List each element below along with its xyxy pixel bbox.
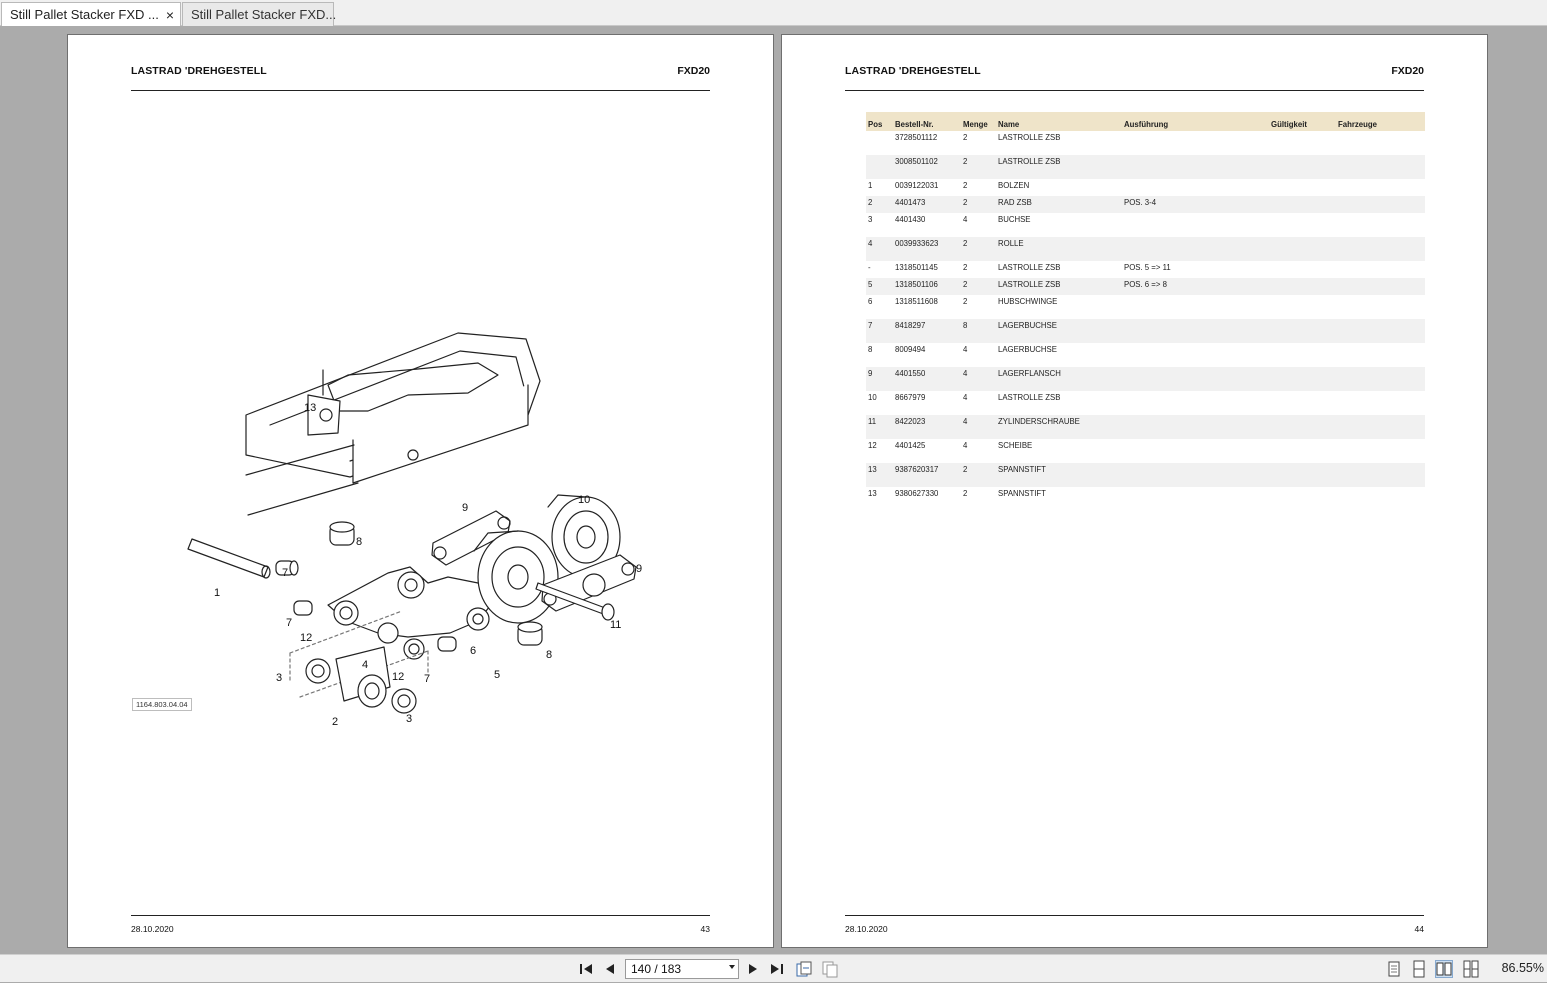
callout-7c: 7 xyxy=(424,673,431,685)
tab-label: Still Pallet Stacker FXD ... xyxy=(10,7,159,22)
cell-nr: 4401550 xyxy=(895,369,926,378)
cell-pos: 12 xyxy=(868,441,877,450)
page-44 xyxy=(781,34,1488,948)
cell-nr: 9380627330 xyxy=(895,489,939,498)
column-header-quantity: Menge xyxy=(963,120,988,129)
cell-qty: 2 xyxy=(963,181,968,190)
page-43 xyxy=(67,34,774,948)
cell-nr: 0039122031 xyxy=(895,181,939,190)
cell-nr: 8422023 xyxy=(895,417,926,426)
table-row xyxy=(866,415,1425,439)
table-row xyxy=(866,295,1425,319)
footer-page-number: 43 xyxy=(700,924,710,934)
callout-6: 6 xyxy=(470,645,477,657)
cell-qty: 2 xyxy=(963,465,968,474)
callout-3: 3 xyxy=(276,672,283,684)
cell-ausf: POS. 3-4 xyxy=(1124,198,1157,207)
cell-qty: 4 xyxy=(963,417,968,426)
table-row xyxy=(866,196,1425,213)
cell-name: LASTROLLE ZSB xyxy=(998,393,1061,402)
cell-qty: 2 xyxy=(963,263,968,272)
two-page-continuous-icon[interactable] xyxy=(1462,960,1480,978)
footer-divider xyxy=(131,915,710,916)
cell-ausf: POS. 5 => 11 xyxy=(1124,263,1171,272)
cell-name: LASTROLLE ZSB xyxy=(998,280,1061,289)
cell-ausf: POS. 6 => 8 xyxy=(1124,280,1167,289)
table-row xyxy=(866,343,1425,367)
next-page-icon[interactable] xyxy=(743,959,763,979)
column-header-version: Ausführung xyxy=(1124,120,1169,129)
cell-name: LASTROLLE ZSB xyxy=(998,263,1061,272)
table-row xyxy=(866,367,1425,391)
exploded-parts-drawing xyxy=(178,315,678,728)
cell-qty: 2 xyxy=(963,280,968,289)
cell-nr: 0039933623 xyxy=(895,239,939,248)
first-page-icon[interactable] xyxy=(576,959,596,979)
footer-date: 28.10.2020 xyxy=(131,924,174,934)
cell-name: RAD ZSB xyxy=(998,198,1032,207)
cell-pos: 9 xyxy=(868,369,873,378)
rotate-icon[interactable] xyxy=(794,959,814,979)
callout-12b: 12 xyxy=(392,671,405,683)
column-header-validity: Gültigkeit xyxy=(1271,120,1307,129)
cell-name: SPANNSTIFT xyxy=(998,489,1046,498)
two-page-icon[interactable] xyxy=(1435,960,1453,978)
cell-name: LAGERFLANSCH xyxy=(998,369,1061,378)
cell-qty: 4 xyxy=(963,345,968,354)
model-label: FXD20 xyxy=(677,65,710,77)
page-title: LASTRAD 'DREHGESTELL xyxy=(845,65,981,77)
cell-nr: 8667979 xyxy=(895,393,926,402)
cell-qty: 2 xyxy=(963,133,968,142)
prev-page-icon[interactable] xyxy=(600,959,620,979)
cell-name: BOLZEN xyxy=(998,181,1030,190)
cell-name: ZYLINDERSCHRAUBE xyxy=(998,417,1080,426)
callout-7b: 7 xyxy=(286,617,293,629)
tab-document-2[interactable] xyxy=(182,2,337,26)
cell-qty: 2 xyxy=(963,157,968,166)
callout-9: 9 xyxy=(462,502,469,514)
cell-nr: 1318511608 xyxy=(895,297,938,306)
header-divider xyxy=(131,90,710,91)
callout-8: 8 xyxy=(356,536,363,548)
parts-table xyxy=(866,112,1425,511)
footer-divider xyxy=(845,915,1424,916)
cell-pos: 4 xyxy=(868,239,873,248)
table-row xyxy=(866,439,1425,463)
table-header xyxy=(866,112,1425,131)
last-page-icon[interactable] xyxy=(767,959,787,979)
navigation-toolbar xyxy=(0,954,1547,982)
cell-pos: 6 xyxy=(868,297,873,306)
callout-4: 4 xyxy=(362,659,369,671)
header-divider xyxy=(845,90,1424,91)
close-icon[interactable]: × xyxy=(165,7,174,23)
column-header-name: Name xyxy=(998,120,1020,129)
column-header-pos: Pos xyxy=(868,120,883,129)
cell-name: LASTROLLE ZSB xyxy=(998,157,1061,166)
cell-name: HUBSCHWINGE xyxy=(998,297,1058,306)
model-label: FXD20 xyxy=(1391,65,1424,77)
callout-2: 2 xyxy=(332,716,339,728)
cell-nr: 4401430 xyxy=(895,215,926,224)
callout-12: 12 xyxy=(300,632,313,644)
cell-name: LAGERBUCHSE xyxy=(998,345,1057,354)
cell-nr: 1318501106 xyxy=(895,280,938,289)
cell-pos: 1 xyxy=(868,181,873,190)
cell-qty: 2 xyxy=(963,489,968,498)
table-row xyxy=(866,213,1425,237)
cell-pos: 5 xyxy=(868,280,873,289)
cell-name: SCHEIBE xyxy=(998,441,1033,450)
table-row xyxy=(866,237,1425,261)
table-row xyxy=(866,179,1425,196)
tab-label: Still Pallet Stacker FXD... xyxy=(191,7,337,22)
cell-name: SPANNSTIFT xyxy=(998,465,1046,474)
footer-date: 28.10.2020 xyxy=(845,924,888,934)
cell-pos: 2 xyxy=(868,198,873,207)
callout-5: 5 xyxy=(494,669,501,681)
cell-nr: 9387620317 xyxy=(895,465,939,474)
cell-pos: 8 xyxy=(868,345,873,354)
column-header-order-number: Bestell-Nr. xyxy=(895,120,934,129)
cell-qty: 4 xyxy=(963,441,968,450)
footer-page-number: 44 xyxy=(1414,924,1424,934)
column-header-vehicles: Fahrzeuge xyxy=(1338,120,1377,129)
cell-pos: 3 xyxy=(868,215,873,224)
cell-pos: 13 xyxy=(868,489,877,498)
document-viewer[interactable] xyxy=(0,26,1547,954)
cell-name: BUCHSE xyxy=(998,215,1031,224)
cell-nr: 3728501112 xyxy=(895,133,938,142)
page-title: LASTRAD 'DREHGESTELL xyxy=(131,65,267,77)
callout-3b: 3 xyxy=(406,713,413,725)
cell-nr: 4401473 xyxy=(895,198,926,207)
copy-page-icon[interactable] xyxy=(820,959,840,979)
cell-pos: 10 xyxy=(868,393,877,402)
tab-document-1[interactable] xyxy=(1,2,181,26)
cell-qty: 4 xyxy=(963,215,968,224)
cell-name: LAGERBUCHSE xyxy=(998,321,1057,330)
callout-11: 11 xyxy=(610,619,622,631)
cell-name: LASTROLLE ZSB xyxy=(998,133,1061,142)
callout-9b: 9 xyxy=(636,563,643,575)
callout-13: 13 xyxy=(304,402,317,414)
cell-nr: 8009494 xyxy=(895,345,926,354)
drawing-reference: 1164.803.04.04 xyxy=(132,698,192,711)
cell-pos: 7 xyxy=(868,321,873,330)
tab-bar xyxy=(0,0,1547,26)
cell-nr: 4401425 xyxy=(895,441,926,450)
cell-qty: 2 xyxy=(963,297,968,306)
continuous-icon[interactable] xyxy=(1410,960,1428,978)
callout-7: 7 xyxy=(282,567,289,579)
cell-pos: 11 xyxy=(868,417,877,426)
cell-nr: 8418297 xyxy=(895,321,926,330)
table-row xyxy=(866,463,1425,487)
table-row xyxy=(866,391,1425,415)
cell-qty: 2 xyxy=(963,198,968,207)
chevron-down-icon[interactable] xyxy=(729,965,735,969)
cell-qty: 4 xyxy=(963,393,968,402)
cell-name: ROLLE xyxy=(998,239,1024,248)
table-row xyxy=(866,278,1425,295)
cell-pos: 13 xyxy=(868,465,877,474)
zoom-level[interactable]: 86.55% xyxy=(1501,961,1544,975)
page-number-field[interactable] xyxy=(625,959,739,979)
callout-1: 1 xyxy=(214,587,221,599)
callout-10: 10 xyxy=(578,494,591,506)
table-row xyxy=(866,155,1425,179)
single-page-icon[interactable] xyxy=(1385,960,1403,978)
table-row xyxy=(866,261,1425,278)
cell-qty: 2 xyxy=(963,239,968,248)
cell-nr: 1318501145 xyxy=(895,263,938,272)
cell-pos: - xyxy=(868,263,871,272)
callout-8b: 8 xyxy=(546,649,553,661)
cell-qty: 4 xyxy=(963,369,968,378)
table-row xyxy=(866,131,1425,155)
page-indicator: 140 / 183 xyxy=(631,962,682,976)
table-row xyxy=(866,319,1425,343)
table-row xyxy=(866,487,1425,511)
cell-nr: 3008501102 xyxy=(895,157,938,166)
cell-qty: 8 xyxy=(963,321,968,330)
